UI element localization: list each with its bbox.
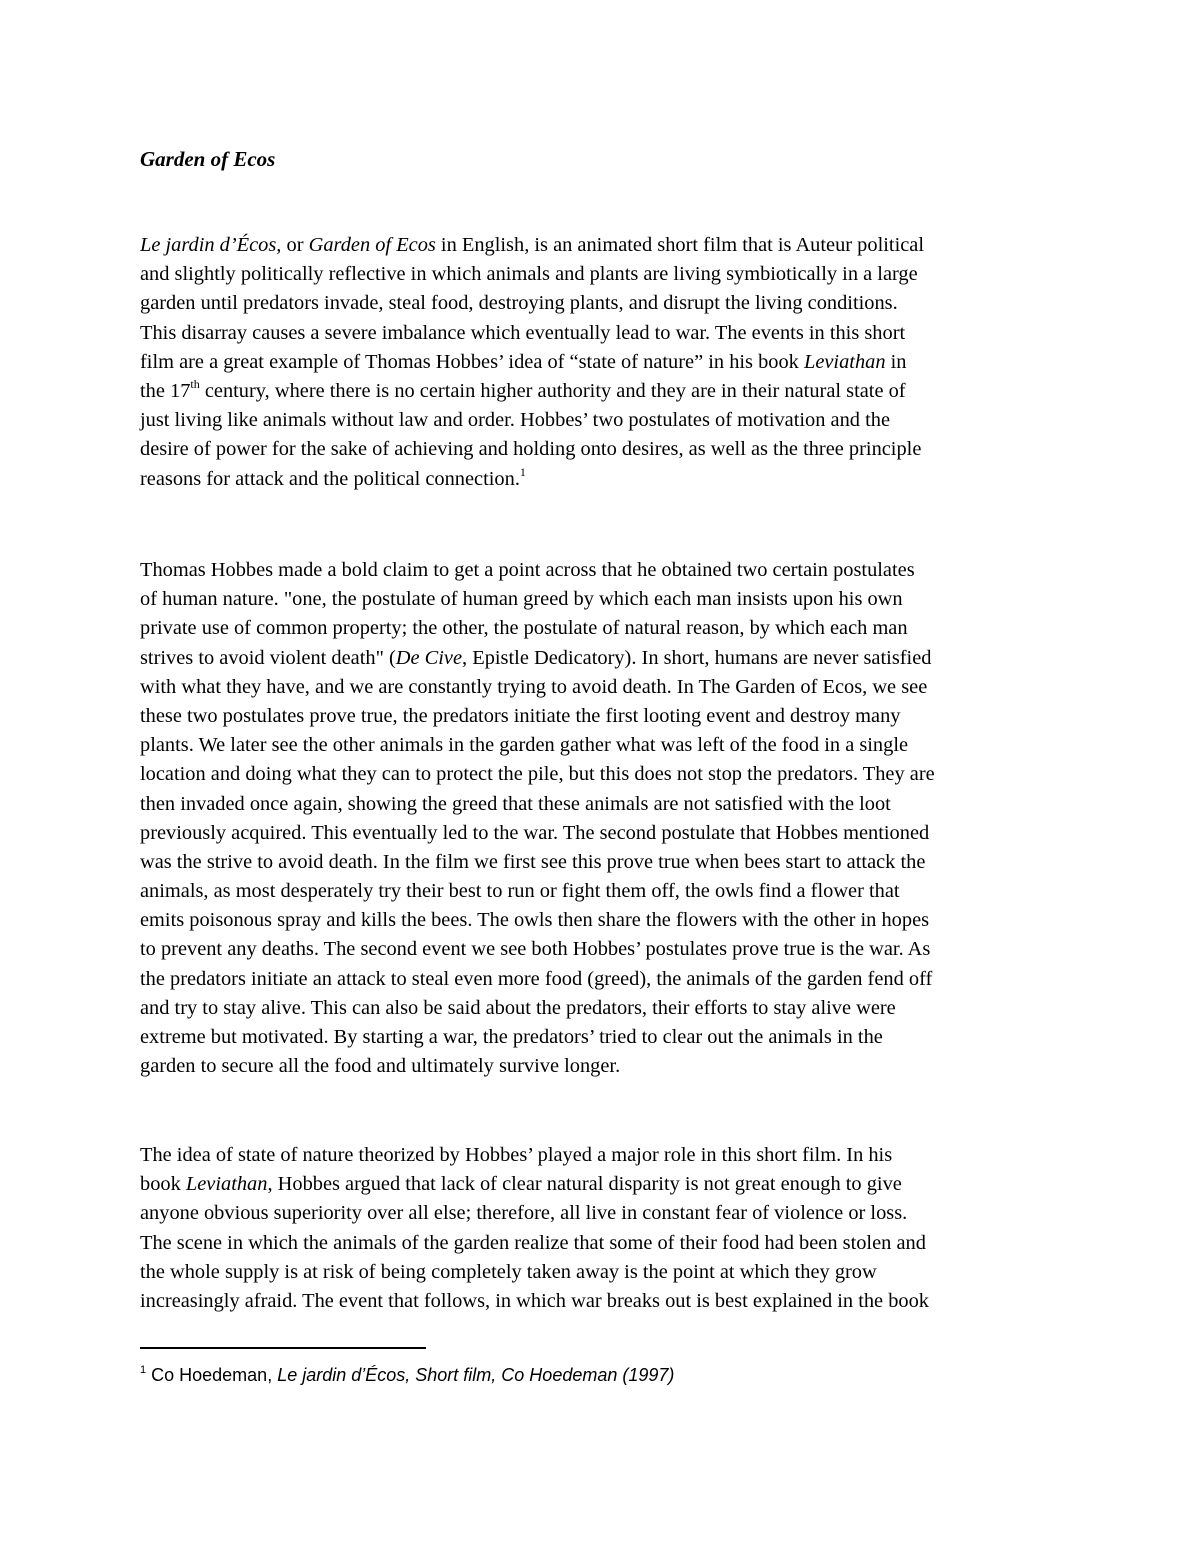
text-run: Thomas Hobbes made a bold claim to get a point across that he obtained two certain postulates: [140, 559, 915, 581]
para3-line: [140, 1229, 1065, 1258]
para1-line: [140, 289, 1065, 318]
text-run: , Hobbes argued that lack of clear natural disparity is not great enough to give: [267, 1173, 902, 1196]
para2-line: [140, 673, 1065, 702]
text-run: The idea of state of nature theorized by Hobbes’ played a major role in this short film. In his: [140, 1144, 893, 1166]
text-run: or: [281, 234, 309, 256]
para1-line: [140, 406, 1065, 435]
superscript: 1: [519, 464, 526, 479]
para2-line: [140, 614, 1065, 643]
text-run: with what they have, and we are constantly trying to avoid death. In The Garden of Ecos, we see: [140, 675, 928, 698]
italic-text: Leviathan: [185, 1173, 268, 1196]
text-run: to prevent any deaths. The second event we see both Hobbes’ postulates prove true is the war. As: [140, 938, 931, 961]
para3-line: [140, 1141, 1065, 1170]
para1-line: [140, 319, 1065, 348]
text-run: book: [140, 1173, 186, 1196]
italic-text: Garden of Ecos: [308, 234, 436, 256]
text-run: private use of common property; the other, the postulate of natural reason, by which each man: [140, 617, 908, 640]
text-run: century, where there is no certain higher authority and they are in their natural state of: [199, 379, 906, 402]
text-run: garden to secure all the food and ultimately survive longer.: [140, 1055, 621, 1078]
para2-line: [140, 1052, 1065, 1081]
para2-line: [140, 556, 1065, 585]
text-run: This disarray causes a severe imbalance which eventually lead to war. The events in this short: [140, 321, 906, 344]
para2-line: [140, 935, 1065, 964]
para2-line: [140, 731, 1065, 760]
para2-line: [140, 994, 1065, 1023]
para2-line: [140, 965, 1065, 994]
para2-line: [140, 702, 1065, 731]
para2-line: [140, 585, 1065, 614]
text-run: then invaded once again, showing the greed that these animals are not satisfied with the loot: [140, 792, 891, 815]
text-run: of human nature. "one, the postulate of human greed by which each man insists upon his own: [140, 588, 903, 611]
superscript: th: [190, 376, 200, 391]
text-run: and try to stay alive. This can also be said about the predators, their efforts to stay alive were: [140, 996, 896, 1019]
para3-line: [140, 1258, 1065, 1287]
text-run: and slightly politically reflective in which animals and plants are living symbiotically in a large: [140, 263, 918, 286]
para3-line: [140, 1199, 1065, 1228]
para1-line: [140, 260, 1065, 289]
document-title: Garden of Ecos: [140, 147, 276, 171]
para3-line: [140, 1170, 1065, 1199]
italic-text: Leviathan: [803, 350, 886, 373]
text-run: reasons for attack and the political connection.: [140, 467, 520, 490]
footnote: [140, 1361, 674, 1389]
text-run: in: [885, 350, 907, 373]
para1-line: [140, 435, 1065, 464]
paragraph-3: [140, 1141, 1065, 1316]
text-run: plants. We later see the other animals in the garden gather what was left of the food in a single: [140, 734, 909, 757]
paragraph-1: [140, 231, 1065, 494]
text-run: just living like animals without law and order. Hobbes’ two postulates of motivation and the: [140, 409, 890, 432]
text-run: emits poisonous spray and kills the bees. The owls then share the flowers with the other in hopes: [140, 909, 930, 932]
italic-text: De Cive: [395, 646, 463, 669]
text-run: desire of power for the sake of achieving and holding onto desires, as well as the three principle: [140, 438, 922, 461]
text-run: the 17: [140, 379, 191, 402]
para2-line: [140, 819, 1065, 848]
text-run: The scene in which the animals of the garden realize that some of their food had been stolen and: [140, 1231, 926, 1254]
paragraph-2: [140, 556, 1065, 1081]
text-run: increasingly afraid. The event that follows, in which war breaks out is best explained in the book: [140, 1289, 929, 1312]
footnote-author: Co Hoedeman,: [146, 1365, 278, 1385]
text-run: garden until predators invade, steal food, destroying plants, and disrupt the living conditions.: [140, 292, 898, 315]
para1-line: [140, 348, 1065, 377]
text-run: the predators initiate an attack to steal even more food (greed), the animals of the garden fend off: [140, 967, 933, 990]
text-run: film are a great example of Thomas Hobbes’ idea of “state of nature” in his book: [140, 350, 804, 373]
para3-line: [140, 1287, 1065, 1316]
para2-line: [140, 877, 1065, 906]
para2-line: [140, 760, 1065, 789]
text-run: strives to avoid violent death" (: [140, 646, 396, 669]
footnote-citation: Le jardin d’Écos, Short film, Co Hoedeman (1997): [277, 1365, 675, 1385]
text-run: in English, is an animated short film that is Auteur political: [435, 234, 924, 256]
text-run: previously acquired. This eventually led to the war. The second postulate that Hobbes mentioned: [140, 821, 930, 844]
para2-line: [140, 906, 1065, 935]
para1-line: [140, 465, 1065, 494]
para2-line: [140, 644, 1065, 673]
footnote-marker: 1: [140, 1364, 147, 1376]
para1-line: [140, 377, 1065, 406]
para2-line: [140, 848, 1065, 877]
text-run: extreme but motivated. By starting a war, the predators’ tried to clear out the animals in the: [140, 1026, 883, 1048]
footnote-separator: [140, 1347, 426, 1349]
text-run: location and doing what they can to protect the pile, but this does not stop the predators. They are: [140, 763, 935, 786]
para2-line: [140, 790, 1065, 819]
text-run: animals, as most desperately try their best to run or fight them off, the owls find a flower that: [140, 880, 900, 903]
text-run: was the strive to avoid death. In the film we first see this prove true when bees start to attack the: [140, 850, 926, 873]
text-run: these two postulates prove true, the predators initiate the first looting event and destroy many: [140, 704, 901, 727]
italic-text: Le jardin d’Écos,: [140, 234, 282, 256]
text-run: , Epistle Dedicatory). In short, humans are never satisfied: [462, 646, 932, 669]
text-run: the whole supply is at risk of being completely taken away is the point at which they grow: [140, 1260, 877, 1283]
text-run: anyone obvious superiority over all else; therefore, all live in constant fear of violence or loss.: [140, 1202, 908, 1225]
para1-line: [140, 231, 1065, 260]
para2-line: [140, 1023, 1065, 1052]
